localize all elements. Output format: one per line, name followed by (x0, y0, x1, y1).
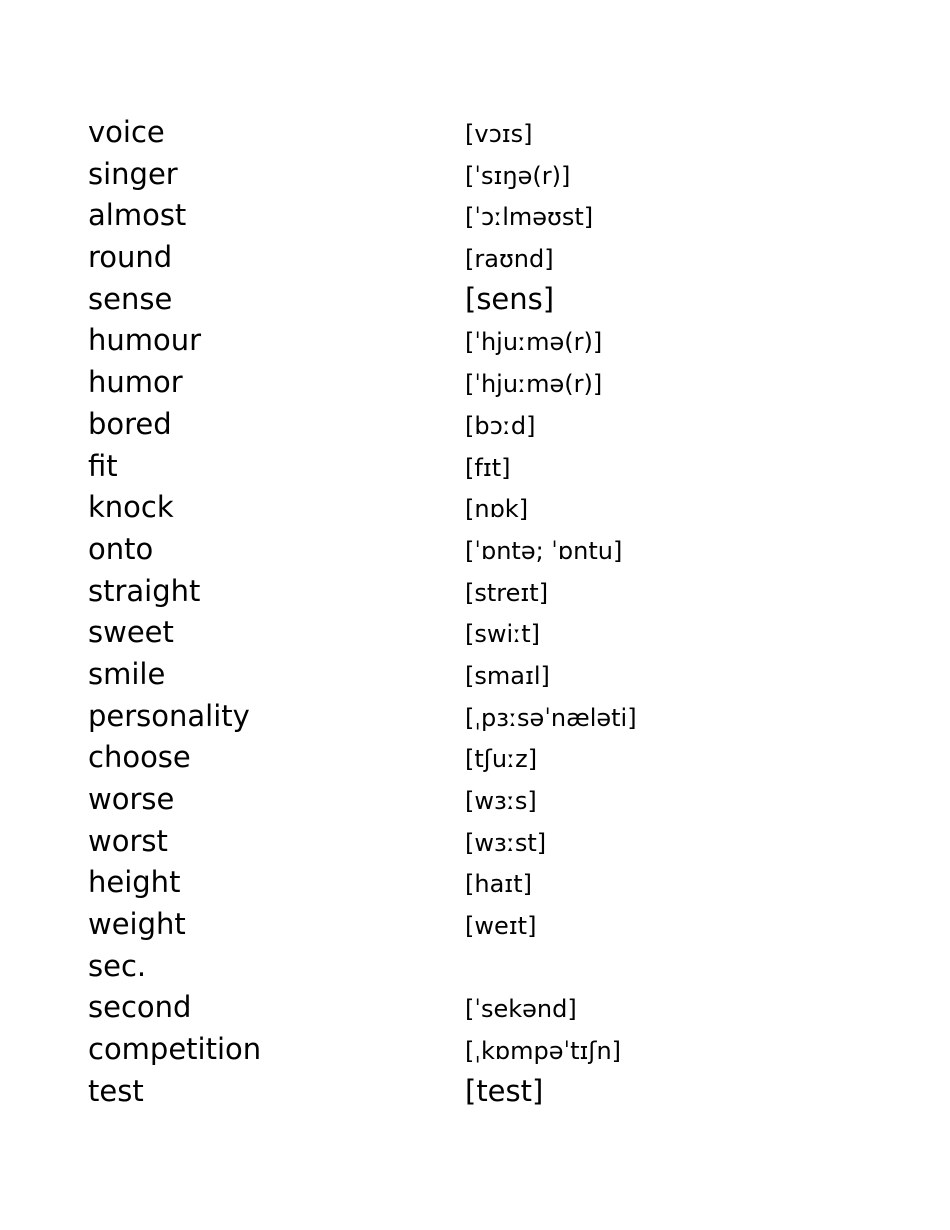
vocab-word: competition (88, 1032, 262, 1067)
vocab-word: singer (88, 156, 178, 191)
vocab-pronunciation: [weɪt] (465, 912, 537, 941)
vocab-pronunciation: [haɪt] (465, 870, 532, 899)
vocab-row (88, 1029, 848, 1071)
vocab-row (88, 320, 848, 362)
vocab-pronunciation: [ˈhjuːmə(r)] (465, 370, 603, 399)
vocab-pronunciation: [ˈɒntə; ˈɒntu] (465, 536, 623, 565)
vocab-word: voice (88, 115, 165, 149)
vocab-word: worse (88, 782, 175, 816)
vocab-word: sense (88, 281, 173, 316)
vocab-word: round (88, 240, 173, 275)
vocab-pronunciation: [swiːt] (465, 620, 541, 649)
vocab-pronunciation: [ˈhjuːmə(r)] (465, 328, 603, 357)
vocab-pronunciation: [bɔːd] (465, 411, 536, 440)
vocab-pronunciation: [wɜːs] (465, 787, 537, 815)
vocab-word: height (88, 865, 181, 900)
vocab-pronunciation: [wɜːst] (465, 828, 547, 857)
vocab-word: knock (88, 490, 174, 525)
vocab-row (88, 904, 848, 946)
vocab-word: sweet (88, 615, 174, 650)
vocab-row (88, 779, 848, 821)
vocab-pronunciation: [ˌpɜːsəˈnæləti] (465, 703, 637, 732)
vocab-pronunciation: [tʃuːz] (465, 745, 538, 774)
vocab-word: almost (88, 198, 187, 233)
vocab-word: weight (88, 907, 186, 942)
vocab-word: straight (88, 573, 201, 608)
vocab-pronunciation: [sens] (465, 281, 555, 316)
vocabulary-list (88, 112, 848, 1113)
vocab-word: sec. (88, 948, 147, 983)
vocab-row (88, 654, 848, 696)
vocab-pronunciation: [ˈsekənd] (465, 995, 577, 1024)
vocab-row (88, 154, 848, 196)
vocab-pronunciation: [streɪt] (465, 578, 549, 607)
vocab-row (88, 487, 848, 529)
vocab-row (88, 696, 848, 738)
vocab-row (88, 571, 848, 613)
vocab-row (88, 195, 848, 237)
vocab-word: bored (88, 406, 172, 441)
vocab-word: humour (88, 323, 202, 358)
vocab-word: second (88, 990, 192, 1025)
vocab-pronunciation: [raʊnd] (465, 245, 554, 274)
vocab-word: onto (88, 531, 154, 566)
vocab-row (88, 279, 848, 321)
vocab-row (88, 112, 848, 154)
vocab-pronunciation: [ˈɔːlməʊst] (465, 203, 594, 232)
vocab-pronunciation: [test] (465, 1073, 544, 1108)
vocab-word: personality (88, 698, 250, 733)
vocab-row (88, 987, 848, 1029)
vocab-word: humor (88, 365, 183, 400)
vocab-row (88, 946, 848, 988)
vocab-pronunciation: [ˌkɒmpəˈtɪʃn] (465, 1037, 622, 1066)
vocab-row (88, 404, 848, 446)
vocab-pronunciation: [ˈsɪŋə(r)] (465, 161, 571, 190)
vocab-pronunciation: [smaɪl] (465, 661, 550, 690)
vocab-word: smile (88, 656, 166, 691)
vocab-row (88, 529, 848, 571)
vocab-pronunciation: [nɒk] (465, 495, 529, 524)
vocab-row (88, 821, 848, 863)
vocab-row (88, 1071, 848, 1113)
vocab-row (88, 237, 848, 279)
vocab-word: test (88, 1073, 144, 1108)
vocab-word: choose (88, 740, 191, 775)
vocab-row (88, 862, 848, 904)
vocab-row (88, 446, 848, 488)
vocab-word: worst (88, 823, 168, 858)
vocab-row (88, 362, 848, 404)
vocab-word: fit (88, 448, 118, 483)
vocab-pronunciation: [fɪt] (465, 453, 511, 482)
vocab-row (88, 737, 848, 779)
vocab-row (88, 612, 848, 654)
vocab-pronunciation: [vɔɪs] (465, 120, 533, 148)
